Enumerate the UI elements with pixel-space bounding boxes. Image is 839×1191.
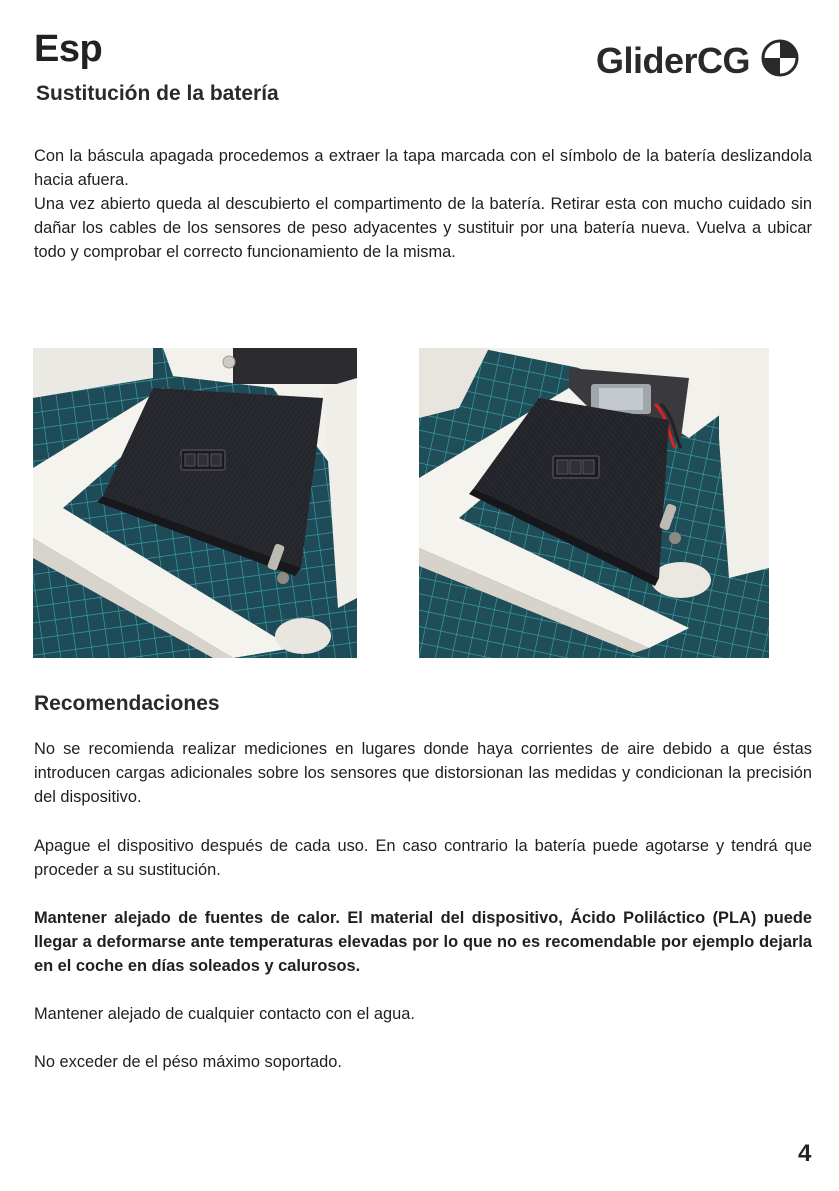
photo-cover-closed <box>33 348 357 658</box>
battery-section-title: Sustitución de la batería <box>36 82 279 105</box>
recommendations-title: Recomendaciones <box>34 692 220 715</box>
recommendation-water: Mantener alejado de cualquier contacto con el agua. <box>34 1005 415 1023</box>
cg-marker-icon <box>760 38 800 78</box>
photo-cover-open <box>419 348 769 658</box>
brand-name: GliderCG <box>596 40 751 81</box>
battery-step-1: Con la báscula apagada procedemos a extraer la tapa marcada con el símbolo de la batería deslizandola hacia afuera. <box>34 147 812 189</box>
recommendation-drafts: No se recomienda realizar mediciones en lugares donde haya corrientes de aire debido a que éstas introducen cargas adicionales sobre los sensores que distorsionan las medidas y condicionan la precisión del dispositivo. <box>34 740 812 806</box>
language-label: Esp <box>34 28 103 70</box>
battery-instructions <box>34 144 812 264</box>
battery-step-2: Una vez abierto queda al descubierto el compartimento de la batería. Retirar esta con mucho cuidado sin dañar los cables de los sensores de peso adyacentes y sustituir por una batería nueva. Vuelva a ubicar todo y comprobar el correcto funcionamiento de la misma. <box>34 195 812 261</box>
recommendation-max-weight: No exceder de el péso máximo soportado. <box>34 1053 342 1071</box>
recommendation-heat-warning: Mantener alejado de fuentes de calor. El material del dispositivo, Ácido Poliláctico (PLA) puede llegar a deformarse ante temperaturas elevadas por lo que no es recomendable por ejemplo dejarla en el coche en días soleados y calurosos. <box>34 909 812 975</box>
page-number: 4 <box>798 1140 812 1167</box>
recommendation-power-off: Apague el dispositivo después de cada uso. En caso contrario la batería puede agotarse y tendrá que proceder a su sustitución. <box>34 837 812 879</box>
